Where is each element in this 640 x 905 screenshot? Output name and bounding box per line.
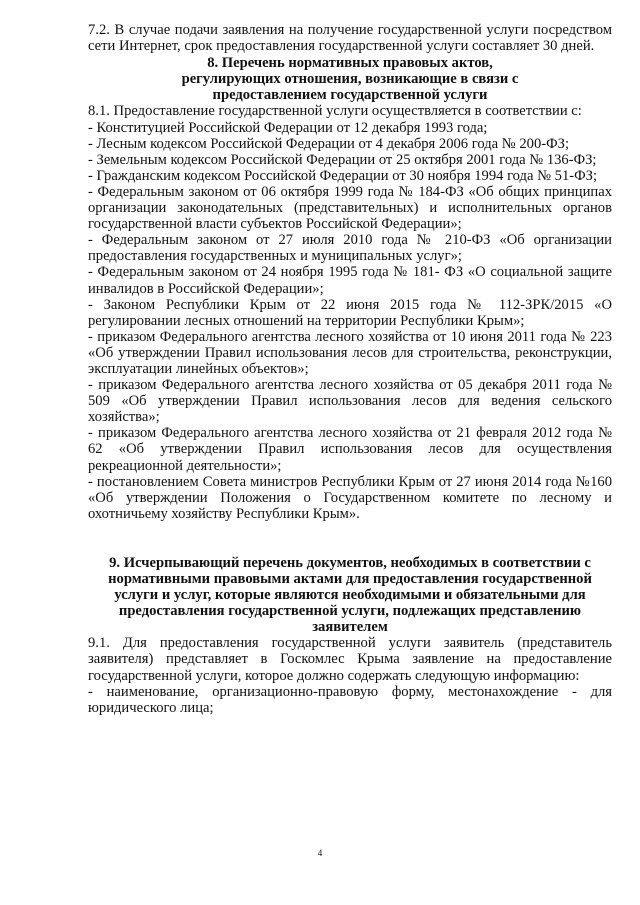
section-9-heading-line: предоставления государственной услуги, подлежащих представлению bbox=[118, 603, 582, 620]
list-item: - Земельным кодексом Российской Федерации от 25 октября 2001 года № 136-ФЗ; bbox=[88, 151, 597, 168]
page-number: 4 bbox=[317, 848, 323, 858]
section-9-heading-line: услуги и услуг, которые являются необходимыми и обязательными для bbox=[114, 587, 586, 604]
list-item: - Лесным кодексом Российской Федерации от 4 декабря 2006 года № 200-ФЗ; bbox=[88, 135, 570, 152]
paragraph-7-2: 7.2. В случае подачи заявления на получение государственной услуги посредством сети Интернет, срок предоставления государственной услуги составляет 30 дней. bbox=[88, 22, 612, 55]
section-8-heading-line: регулирующих отношения, возникающие в связи с bbox=[181, 71, 519, 88]
paragraph-9-1: 9.1. Для предоставления государственной услуги заявитель (представитель заявителя) представляет в Госкомлес Крыма заявление на предоставление государственной услуги, которое должно содержать следующую информацию: bbox=[88, 635, 612, 684]
list-item: - приказом Федерального агентства лесного хозяйства от 10 июня 2011 года № 223 «Об утверждении Правил использования лесов для строительства, реконструкции, эксплуатации линейных объектов»; bbox=[88, 328, 612, 377]
list-item: - Конституцией Российской Федерации от 12 декабря 1993 года; bbox=[88, 119, 488, 136]
list-item: - Гражданским кодексом Российской Федерации от 30 ноября 1994 года № 51-ФЗ; bbox=[88, 167, 598, 184]
section-8-heading-line: предоставлением государственной услуги bbox=[212, 87, 488, 104]
section-9-heading-line: заявителем bbox=[312, 619, 388, 636]
section-8-heading-line: 8. Перечень нормативных правовых актов, bbox=[207, 55, 493, 72]
document-page bbox=[88, 22, 612, 716]
list-item: - постановлением Совета министров Республики Крым от 27 июня 2014 года №160 «Об утверждении Положения о Государственном комитете по лесному и охотничьему хозяйству Республики Крым». bbox=[88, 473, 612, 522]
section-9-heading bbox=[88, 555, 612, 635]
list-item: - Федеральным законом от 06 октября 1999 года № 184-ФЗ «Об общих принципах организации законодательных (представительных) и исполнительных органов государственной власти субъектов Российской Федерации»; bbox=[88, 183, 612, 233]
section-8-heading bbox=[88, 55, 612, 103]
list-item: - Федеральным законом от 24 ноября 1995 года № 181- ФЗ «О социальной защите инвалидов в Российской Федерации»; bbox=[88, 264, 612, 297]
legal-acts-list bbox=[88, 120, 612, 522]
section-9-heading-line: 9. Исчерпывающий перечень документов, необходимых в соответствии с bbox=[109, 554, 591, 571]
list-item: - Федеральным законом от 27 июля 2010 года № 210-ФЗ «Об организации предоставления государственных и муниципальных услуг»; bbox=[88, 232, 612, 265]
list-item: - приказом Федерального агентства лесного хозяйства от 21 февраля 2012 года № 62 «Об утверждении Правил использования лесов для осуществления рекреационной деятельности»; bbox=[88, 425, 612, 474]
list-item: - Законом Республики Крым от 22 июня 2015 года № 112-ЗРК/2015 «О регулировании лесных отношений на территории Республики Крым»; bbox=[88, 296, 612, 329]
list-item: - приказом Федерального агентства лесного хозяйства от 05 декабря 2011 года № 509 «Об утверждении Правил использования лесов для ведения сельского хозяйства»; bbox=[88, 377, 612, 426]
section-9-heading-line: нормативными правовыми актами для предоставления государственной bbox=[108, 571, 592, 587]
list-item: - наименование, организационно-правовую форму, местонахождение - для юридического лица; bbox=[88, 683, 612, 716]
paragraph-8-1: 8.1. Предоставление государственной услуги осуществляется в соответствии с: bbox=[88, 103, 582, 120]
